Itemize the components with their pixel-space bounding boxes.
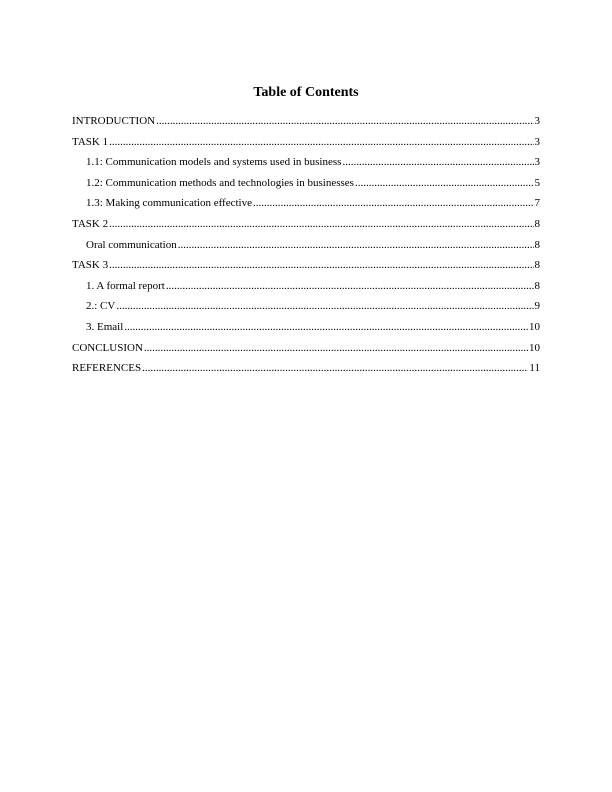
toc-page-number: 3	[534, 156, 540, 169]
toc-page-number: 8	[534, 217, 540, 230]
toc-list	[72, 114, 540, 382]
toc-dot-leader	[355, 176, 534, 190]
toc-entry-label: 1. A formal report	[86, 279, 165, 292]
toc-entry-email[interactable]	[72, 320, 540, 341]
toc-dot-leader	[156, 114, 533, 128]
toc-dot-leader	[144, 341, 528, 355]
toc-entry-label: TASK 1	[72, 135, 109, 148]
toc-entry-label: CONCLUSION	[72, 341, 143, 354]
toc-page-number: 9	[534, 300, 540, 313]
toc-entry-label: TASK 2	[72, 217, 109, 230]
toc-entry-label: TASK 3	[72, 259, 109, 272]
toc-page-number: 8	[534, 238, 540, 251]
toc-dot-leader	[124, 320, 528, 334]
toc-dot-leader	[109, 135, 533, 149]
toc-page-number: 10	[529, 341, 540, 354]
toc-dot-leader	[342, 155, 533, 169]
toc-page-number: 7	[534, 197, 540, 210]
toc-dot-leader	[142, 361, 528, 375]
toc-page-number: 11	[529, 362, 540, 375]
toc-entry-task-2[interactable]	[72, 217, 540, 238]
toc-page-number: 3	[534, 115, 540, 127]
page-title: Table of Contents	[253, 85, 359, 100]
toc-entry-label: 1.1: Communication models and systems used in business	[86, 156, 342, 169]
toc-entry-1-2[interactable]	[72, 176, 540, 197]
toc-dot-leader	[166, 279, 534, 293]
toc-page-number: 8	[534, 279, 540, 292]
toc-entry-cv[interactable]	[72, 299, 540, 320]
toc-entry-formal-report[interactable]	[72, 279, 540, 300]
toc-entry-references[interactable]	[72, 361, 540, 382]
toc-entry-label: INTRODUCTION	[72, 115, 156, 127]
toc-entry-introduction[interactable]	[72, 114, 540, 135]
toc-entry-conclusion[interactable]	[72, 341, 540, 362]
toc-entry-label: Oral communication	[86, 238, 177, 251]
toc-page-number: 8	[534, 259, 540, 272]
toc-dot-leader	[178, 238, 534, 252]
toc-entry-task-3[interactable]	[72, 258, 540, 279]
toc-entry-oral-communication[interactable]	[72, 238, 540, 259]
toc-page-number: 3	[534, 135, 540, 148]
toc-entry-1-3[interactable]	[72, 196, 540, 217]
toc-dot-leader	[109, 217, 533, 231]
toc-dot-leader	[109, 258, 533, 272]
toc-page-number: 5	[534, 176, 540, 189]
toc-entry-label: 1.2: Communication methods and technologies in businesses	[86, 176, 354, 189]
toc-entry-label: 2.: CV	[86, 300, 116, 313]
toc-dot-leader	[253, 196, 534, 210]
toc-entry-task-1[interactable]	[72, 135, 540, 156]
toc-page-number: 10	[529, 320, 540, 333]
toc-dot-leader	[116, 299, 533, 313]
toc-entry-1-1[interactable]	[72, 155, 540, 176]
toc-entry-label: 1.3: Making communication effective	[86, 197, 252, 210]
toc-entry-label: REFERENCES	[72, 362, 142, 375]
toc-entry-label: 3. Email	[86, 320, 124, 333]
